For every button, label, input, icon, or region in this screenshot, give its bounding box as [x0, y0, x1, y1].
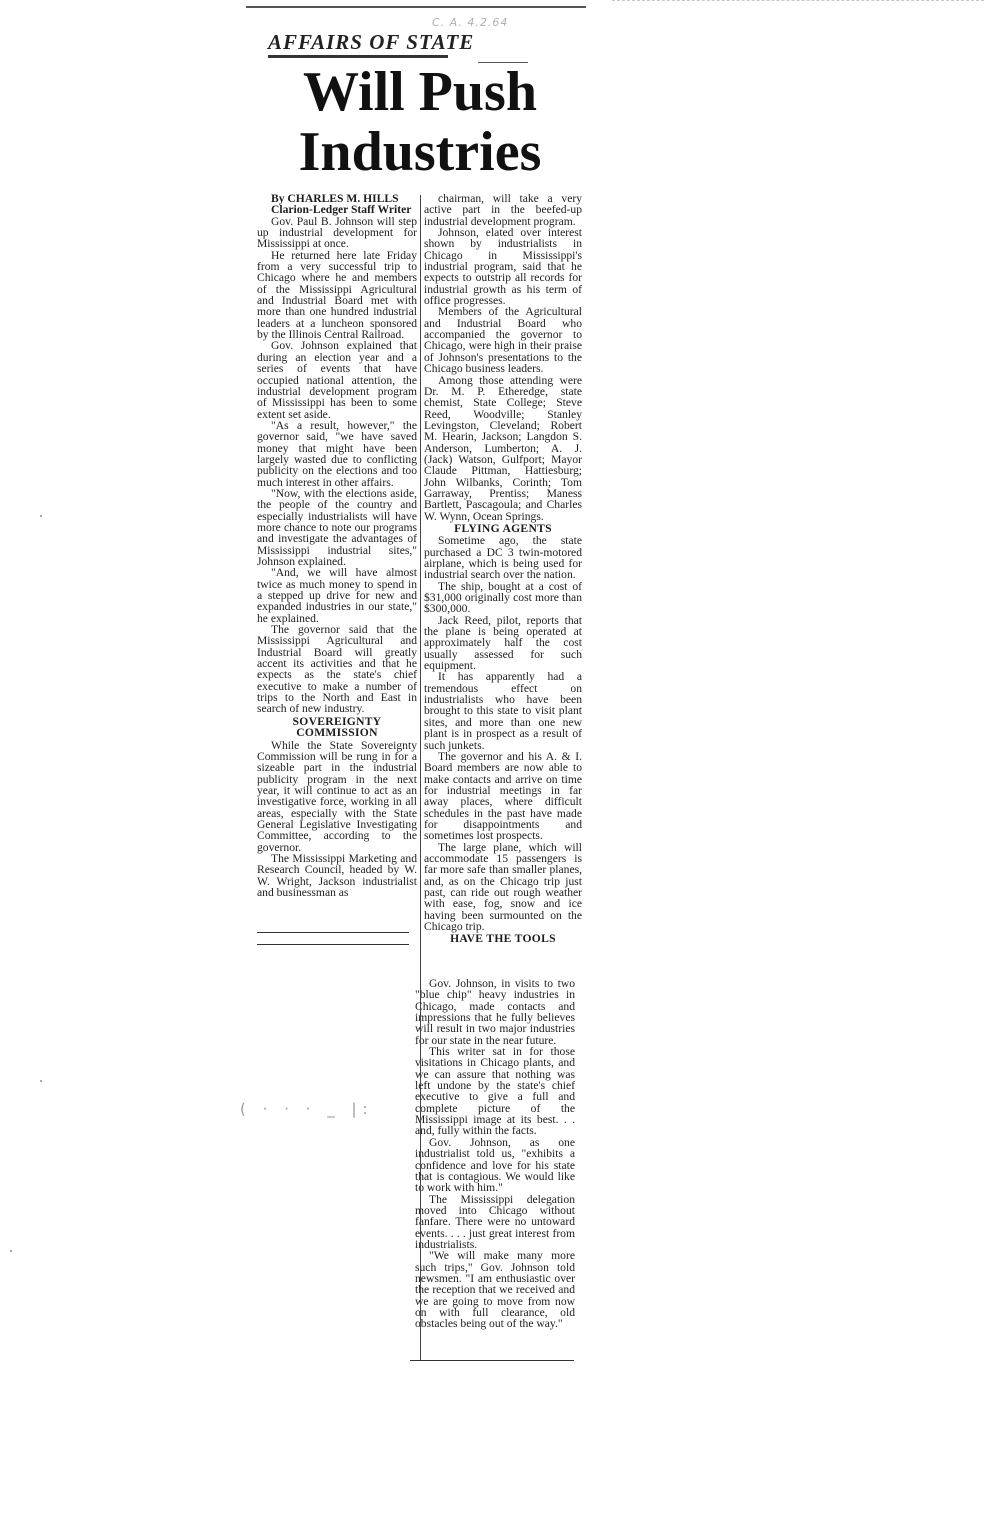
clipping-top-rule: [246, 6, 586, 8]
column-1-end-rule-2: [257, 944, 409, 945]
article-paragraph: The Mississippi Marketing and Research Council, headed by W. W. Wright, Jackson industrialist and businessman as: [257, 851, 417, 899]
subhead-flying-agents: FLYING AGENTS: [454, 521, 552, 535]
scan-edge-dots: [612, 0, 984, 1]
column-1-end-rule: [257, 932, 409, 933]
headline: [255, 62, 585, 182]
article-paragraph: Johnson, elated over interest shown by industrialists in Chicago in Mississippi's industrial program, said that he expects to outstrip all records for industrial growth as his term of office progresses.: [424, 226, 582, 308]
article-end-rule: [410, 1360, 574, 1361]
column-kicker: AFFAIRS OF STATE: [268, 30, 475, 54]
article-paragraph: chairman, will take a very active part in the beefed-up industrial development program.: [424, 192, 582, 228]
subhead-have-the-tools: HAVE THE TOOLS: [450, 932, 556, 946]
byline: By CHARLES M. HILLS: [271, 192, 399, 205]
article-column-1: [257, 193, 417, 898]
article-paragraph: The large plane, which will accommodate 15 passengers is far more safe than smaller planes, and, as on the Chicago trip just past, can ride out rough weather with ease, fog, snow and ice having been surmounted on the Chicago trip.: [424, 840, 582, 933]
article-paragraph: This writer sat in for those visitations in Chicago plants, and we can assure that nothing was left undone by the state's chief executive to give a full and complete picture of the Mississippi image at its best. . . and, fully within the facts.: [415, 1045, 575, 1138]
subhead-sovereignty: SOVEREIGNTY COMMISSION: [292, 714, 382, 740]
headline-line-1: Will Push: [303, 61, 537, 123]
article-paragraph: It has apparently had a tremendous effect on industrialists who have been brought to this state to visit plant sites, and more than one new plant is in prospect as a result of such junkets.: [424, 670, 582, 752]
article-paragraph: Members of the Agricultural and Industrial Board who accompanied the governor to Chicago, were high in their praise of Johnson's presentations to the Chicago business leaders.: [424, 305, 582, 376]
column-2b-paragraphs: [424, 535, 582, 932]
article-paragraph: "And, we will have almost twice as much money to spend in a stepped up drive for new and expanded industries in our state," he explained.: [257, 566, 417, 625]
kicker-underline: [268, 55, 448, 58]
column-3-paragraphs: [415, 978, 575, 1330]
article-paragraph: Among those attending were Dr. M. P. Etheredge, state chemist, State College; Steve Reed, Woodville; Stanley Levingston, Cleveland; Robert M. Hearin, Jackson; Langdon S. Anderson, Lumberton; A. J. (Jack) Watson, Gulfport; Mayor Claude Pittman, Hattiesburg; John Wilbanks, Corinth; Tom Garraway, Prentiss; Maness Bartlett, Pascagoula; and Charles W. Wynn, Ocean Springs.: [424, 373, 582, 523]
article-paragraph: Gov. Johnson, in visits to two "blue chip" heavy industries in Chicago, made contacts and impressions that he fully believes will result in two major industries for our state in the near future.: [415, 977, 575, 1047]
article-paragraph: Gov. Johnson explained that during an election year and a series of events that have occupied national attention, the industrial development program of Mississippi has been to some extent set aside.: [257, 339, 417, 421]
article-paragraph: "As a result, however," the governor said, "we have saved money that might have been largely wasted due to conflicting publicity on the elections and too much interest in other affairs.: [257, 418, 417, 489]
article-paragraph: He returned here late Friday from a very successful trip to Chicago where he and members of the Mississippi Agricultural and Industrial Board met with more than one hundred industrial leaders at a luncheon sponsored by the Illinois Central Railroad.: [257, 248, 417, 342]
article-paragraph: Gov. Paul B. Johnson will step up industrial development for Mississippi at once.: [257, 214, 417, 251]
column-2-paragraphs: [424, 193, 582, 522]
article-column-2: [424, 193, 582, 946]
article-paragraph: "We will make many more such trips," Gov. Johnson told newsmen. "I am enthusiastic over the reception that we received and we are going to move from now on with full clearance, old obstacles being out of the way.": [415, 1249, 575, 1331]
margin-mark: [40, 1080, 42, 1082]
article-paragraph: The governor and his A. & I. Board members are now able to make contacts and arrive on time for industrial meetings in far away places, where difficult schedules in the past have made for disappointments and sometimes lost prospects.: [424, 749, 582, 843]
article-paragraph: Gov. Johnson, as one industrialist told us, "exhibits a confidence and love for his state that is contagious. We would like to work with him.": [415, 1135, 575, 1195]
article-paragraph: While the State Sovereignty Commission will be rung in for a sizeable part in the industrial publicity program in the next year, it will continue to act as an investigative force, working in all areas, especially with the State General Legislative Investigating Committee, according to the governor.: [257, 738, 417, 854]
margin-mark: [10, 1250, 12, 1252]
article-paragraph: Jack Reed, pilot, reports that the plane is being operated at approximately half the cost usually assessed for such equipment.: [424, 613, 582, 673]
article-paragraph: The governor said that the Mississippi Agricultural and Industrial Board will greatly accent its activities and that he expects as the state's chief executive to make a number of trips to the North and East in search of new industry.: [257, 623, 417, 716]
column-divider: [420, 195, 421, 1360]
margin-mark: [40, 515, 42, 517]
column-1-paragraphs: [257, 216, 417, 715]
article-paragraph: "Now, with the elections aside, the people of the country and especially industrialists will have more chance to note our programs and investigate the advantages of Mississippi industrial sites," Johnson explained.: [257, 486, 417, 568]
article-paragraph: Sometime ago, the state purchased a DC 3 twin-motored airplane, which is being used for industrial search over the nation.: [424, 534, 582, 582]
byline-staff: Clarion-Ledger Staff Writer: [271, 203, 412, 217]
article-paragraph: The Mississippi delegation moved into Chicago without fanfare. There were no untoward events. . . . just great interest from industrialists.: [415, 1192, 575, 1251]
faint-scan-marks: ( · · · _ |:: [240, 1100, 374, 1118]
article-paragraph: The ship, bought at a cost of $31,000 originally cost more than $300,000.: [424, 579, 582, 616]
column-1b-paragraphs: [257, 740, 417, 899]
handwritten-note: C. A. 4.2.64: [432, 16, 509, 29]
article-column-3: [415, 978, 575, 1330]
headline-line-2: Industries: [298, 121, 542, 183]
